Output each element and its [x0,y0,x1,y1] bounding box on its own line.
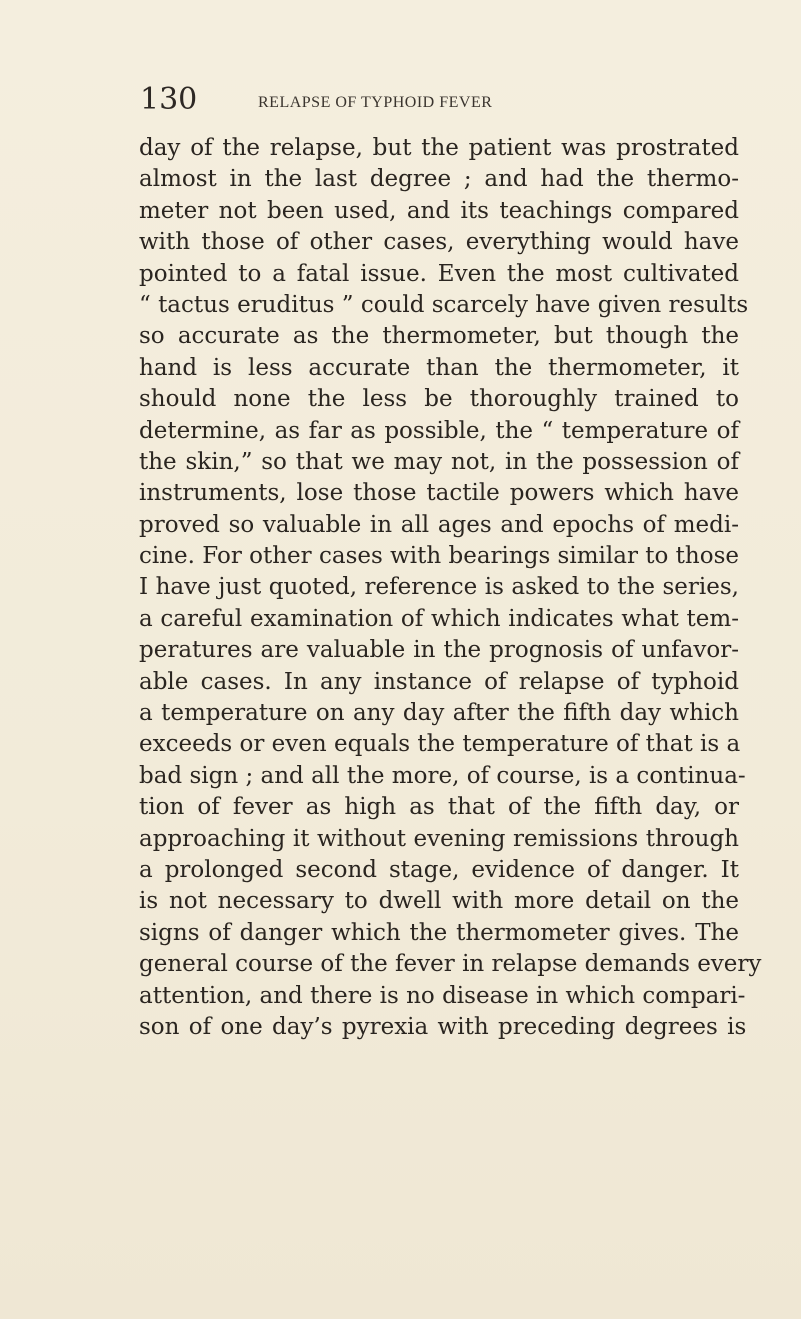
text-line: proved so valuable in all ages and epochs of medi- [139,511,739,538]
text-line: a prolonged second stage, evidence of danger. It [139,856,739,883]
text-line: should none the less be thoroughly trained to [139,386,739,413]
text-line: a careful examination of which indicates what tem- [139,605,739,632]
text-line: hand is less accurate than the thermometer, it [139,354,739,381]
text-line: signs of danger which the thermometer gives. The [139,919,739,946]
text-line: meter not been used, and its teachings compared [139,197,739,224]
text-line: almost in the last degree ; and had the thermo- [139,166,739,193]
text-line: “ tactus eruditus ” could scarcely have given results [139,291,749,318]
text-line: son of one day’s pyrexia with preceding degrees is [139,1013,747,1040]
body-text [139,133,762,1043]
text-line: so accurate as the thermometer, but though the [139,323,739,350]
text-line: exceeds or even equals the temperature of that is a [139,731,741,758]
text-line: determine, as far as possible, the “ temperature of [139,417,739,444]
text-line: day of the relapse, but the patient was prostrated [139,135,739,161]
text-line: a temperature on any day after the fifth day which [139,700,739,727]
page-number: 130 [140,82,198,117]
text-line: cine. For other cases with bearings similar to those [139,543,739,570]
running-head: RELAPSE OF TYPHOID FEVER [258,94,493,111]
text-line: pointed to a fatal issue. Even the most cultivated [139,260,739,287]
text-line: the skin,” so that we may not, in the possession of [139,448,739,475]
text-line: peratures are valuable in the prognosis of unfavor- [139,637,739,664]
text-line: I have just quoted, reference is asked to the series, [139,574,739,601]
text-line: with those of other cases, everything would have [139,229,739,256]
text-line: is not necessary to dwell with more detail on the [139,888,739,915]
text-line: instruments, lose those tactile powers which have [139,480,739,507]
text-line: bad sign ; and all the more, of course, is a continua- [139,762,746,789]
text-line: able cases. In any instance of relapse of typhoid [139,668,739,695]
text-line: general course of the fever in relapse demands every [139,951,762,978]
text-line: approaching it without evening remissions through [139,825,739,852]
text-line: attention, and there is no disease in which compari- [139,982,746,1009]
text-line: tion of fever as high as that of the fifth day, or [139,794,739,821]
